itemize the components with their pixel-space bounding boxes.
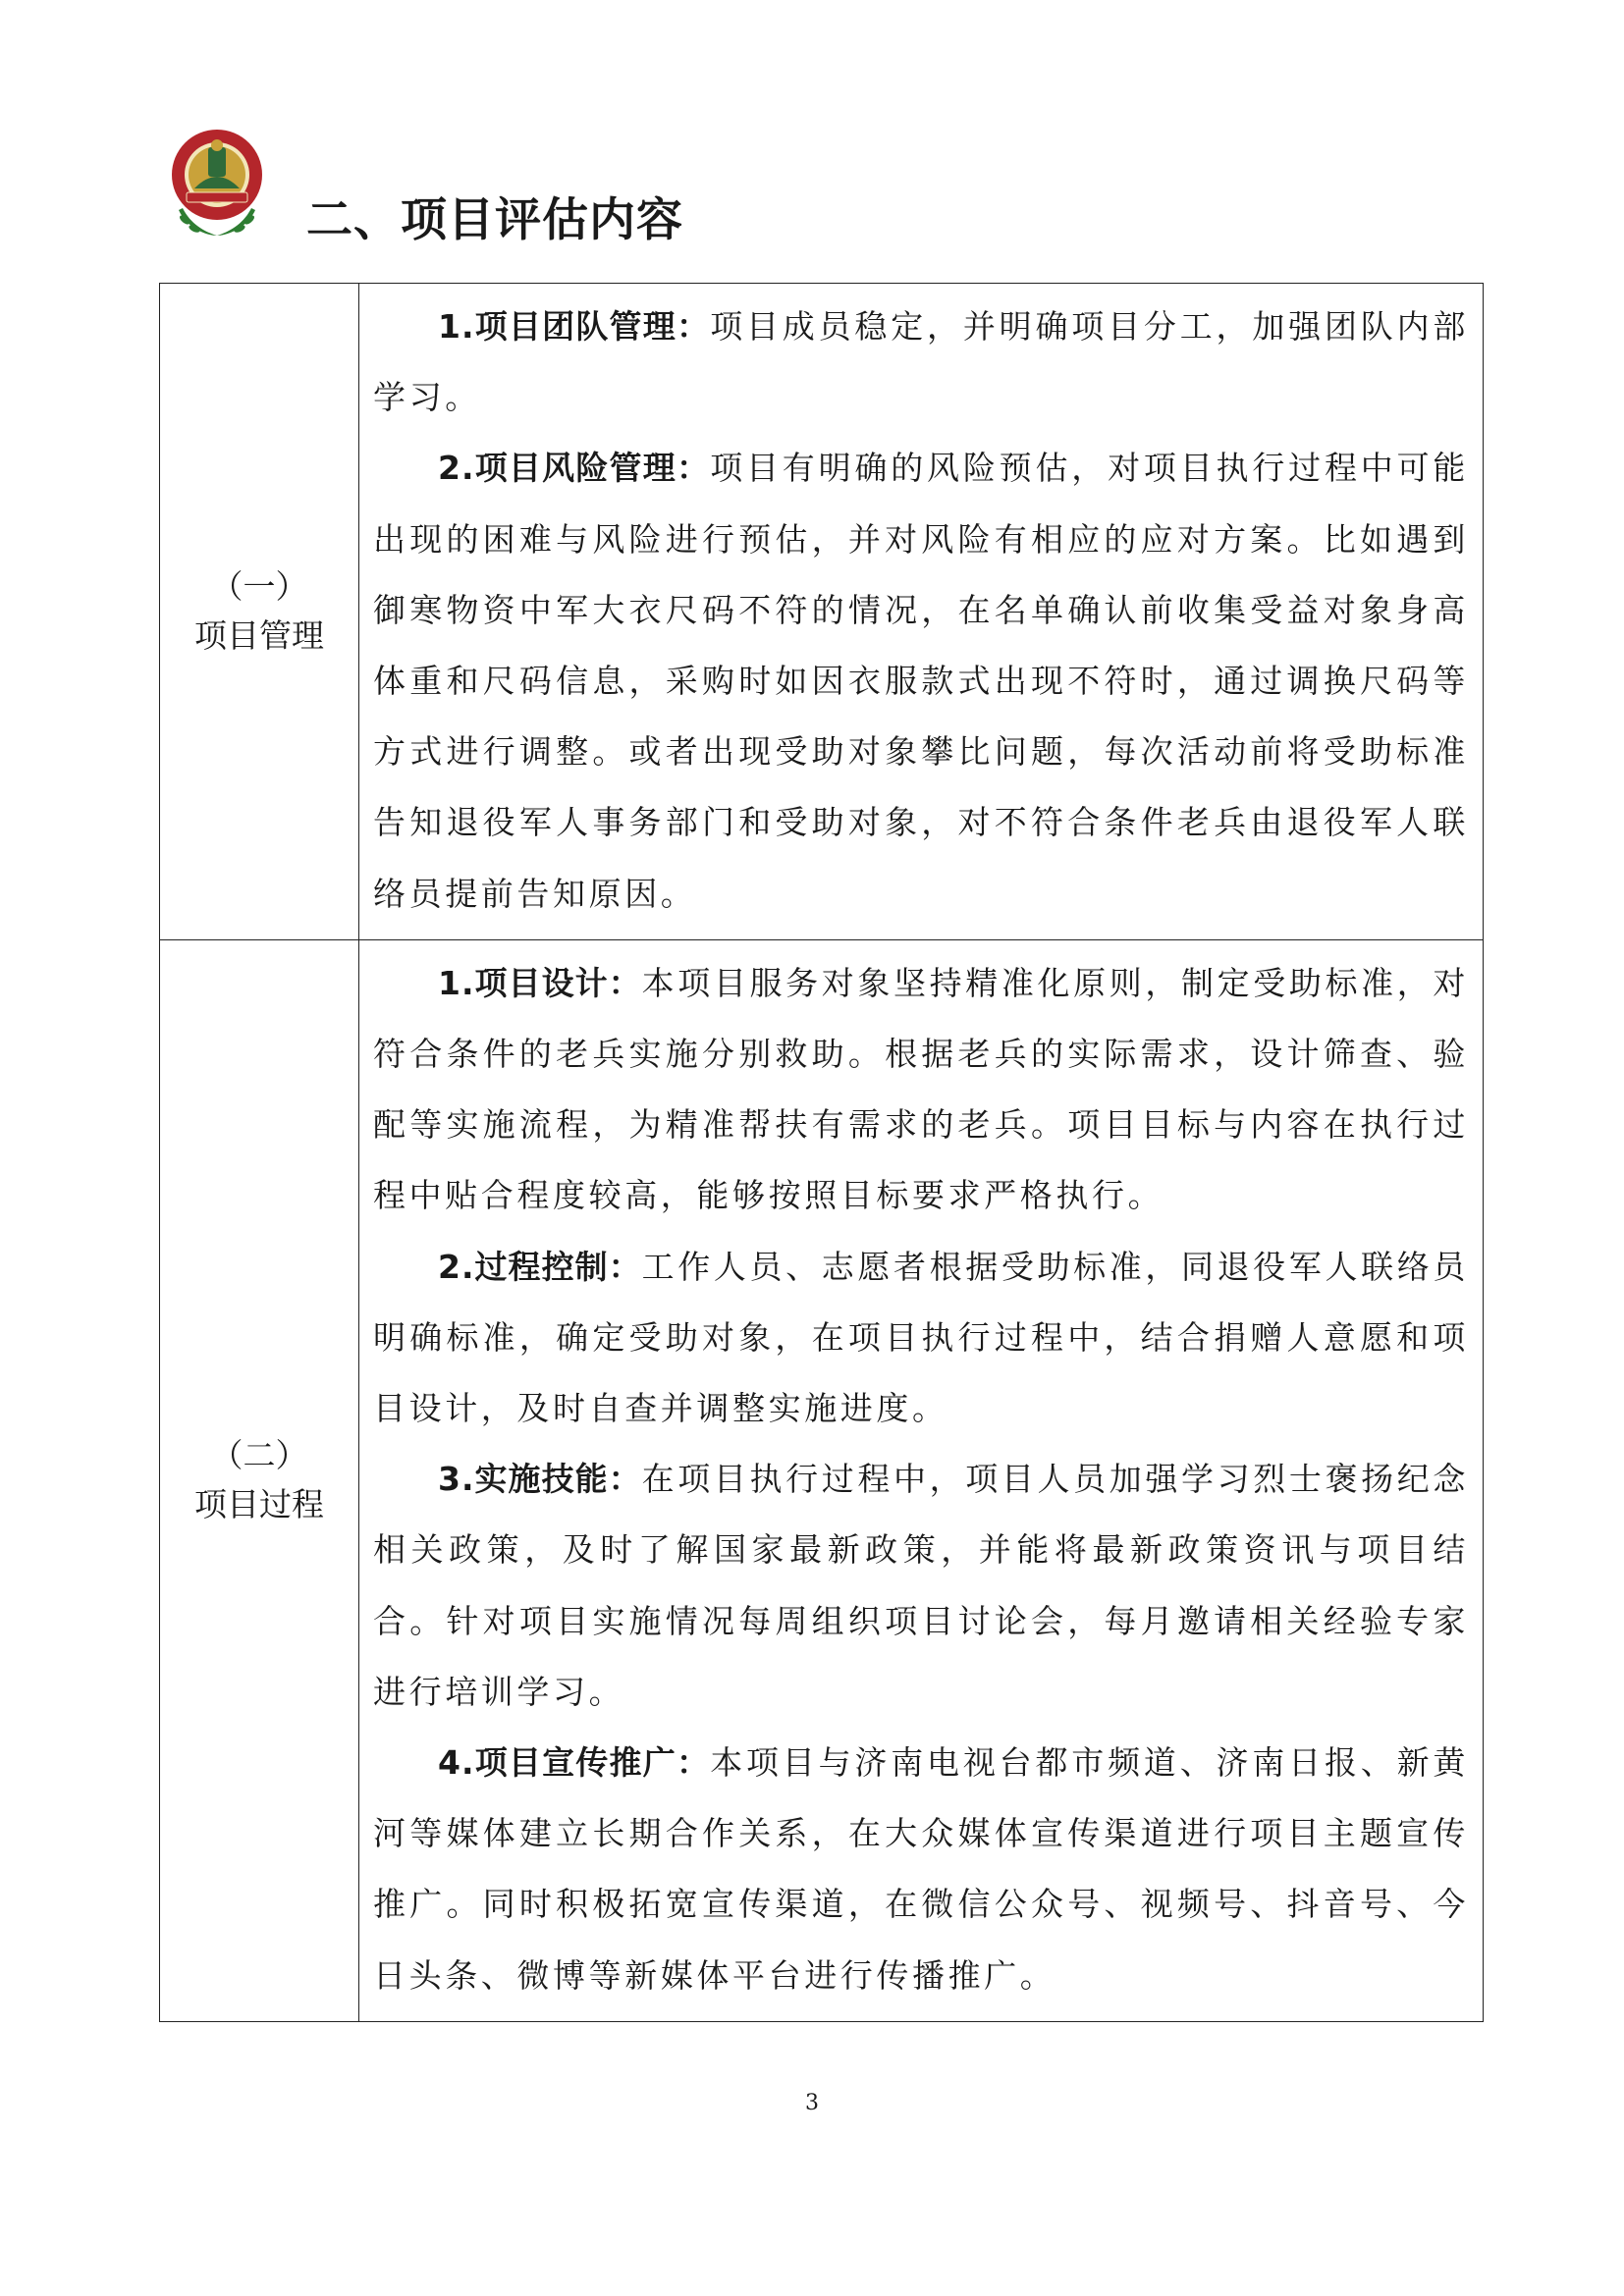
- paragraph-body: 本项目与济南电视台都市频道、济南日报、新黄河等媒体建立长期合作关系，在大众媒体宣传渠道进行项目主题宣传推广。同时积极拓宽宣传渠道，在微信公众号、视频号、抖音号、今日头条、微博等新媒体平台进行传播推广。: [373, 1743, 1469, 1995]
- paragraph-lead: 2.过程控制：: [438, 1247, 642, 1286]
- evaluation-table: [159, 283, 1484, 2022]
- row-content-cell: [359, 284, 1484, 940]
- paragraph-lead: 1.项目设计：: [438, 963, 642, 1002]
- row-label-number: （一）: [210, 566, 308, 606]
- paragraph-body: 在项目执行过程中，项目人员加强学习烈士褒扬纪念相关政策，及时了解国家最新政策，并能将最新政策资讯与项目结合。针对项目实施情况每周组织项目讨论会，每月邀请相关经验专家进行培训学习。: [373, 1460, 1469, 1711]
- content-paragraph: [373, 1728, 1469, 2011]
- paragraph-lead: 3.实施技能：: [438, 1460, 642, 1499]
- content-paragraph: [373, 292, 1469, 433]
- evaluation-table-body: [160, 284, 1484, 2022]
- paragraph-body: 本项目服务对象坚持精准化原则，制定受助标准，对符合条件的老兵实施分别救助。根据老兵的实际需求，设计筛查、验配等实施流程，为精准帮扶有需求的老兵。项目目标与内容在执行过程中贴合程度较高，能够按照目标要求严格执行。: [373, 963, 1469, 1215]
- row-content-cell: [359, 939, 1484, 2021]
- row-label-cell: [160, 284, 359, 940]
- organization-emblem-icon: [165, 126, 269, 241]
- paragraph-lead: 1.项目团队管理：: [438, 307, 711, 346]
- row-label-cell: [160, 939, 359, 2021]
- paragraph-lead: 2.项目风险管理：: [438, 449, 711, 488]
- table-row: [160, 939, 1484, 2021]
- content-paragraph: [373, 948, 1469, 1232]
- content-paragraph: [373, 433, 1469, 929]
- paragraph-body: 项目成员稳定，并明确项目分工，加强团队内部学习。: [373, 307, 1469, 417]
- row-label-number: （二）: [210, 1436, 308, 1475]
- row-label-title: 项目管理: [194, 615, 324, 655]
- paragraph-body: 项目有明确的风险预估，对项目执行过程中可能出现的困难与风险进行预估，并对风险有相应的应对方案。比如遇到御寒物资中军大衣尺码不符的情况，在名单确认前收集受益对象身高体重和尺码信息，采购时如因衣服款式出现不符时，通过调换尺码等方式进行调整。或者出现受助对象攀比问题，每次活动前将受助标准告知退役军人事务部门和受助对象，对不符合条件老兵由退役军人联络员提前告知原因。: [373, 449, 1469, 913]
- paragraph-lead: 4.项目宣传推广：: [438, 1743, 711, 1783]
- section-title: 二、项目评估内容: [306, 193, 683, 247]
- content-paragraph: [373, 1232, 1469, 1445]
- paragraph-body: 工作人员、志愿者根据受助标准，同退役军人联络员明确标准，确定受助对象，在项目执行过程中，结合捐赠人意愿和项目设计，及时自查并调整实施进度。: [373, 1247, 1469, 1428]
- table-row: [160, 284, 1484, 940]
- content-paragraph: [373, 1444, 1469, 1728]
- row-label-title: 项目过程: [194, 1485, 324, 1524]
- page-number: 3: [805, 2091, 819, 2115]
